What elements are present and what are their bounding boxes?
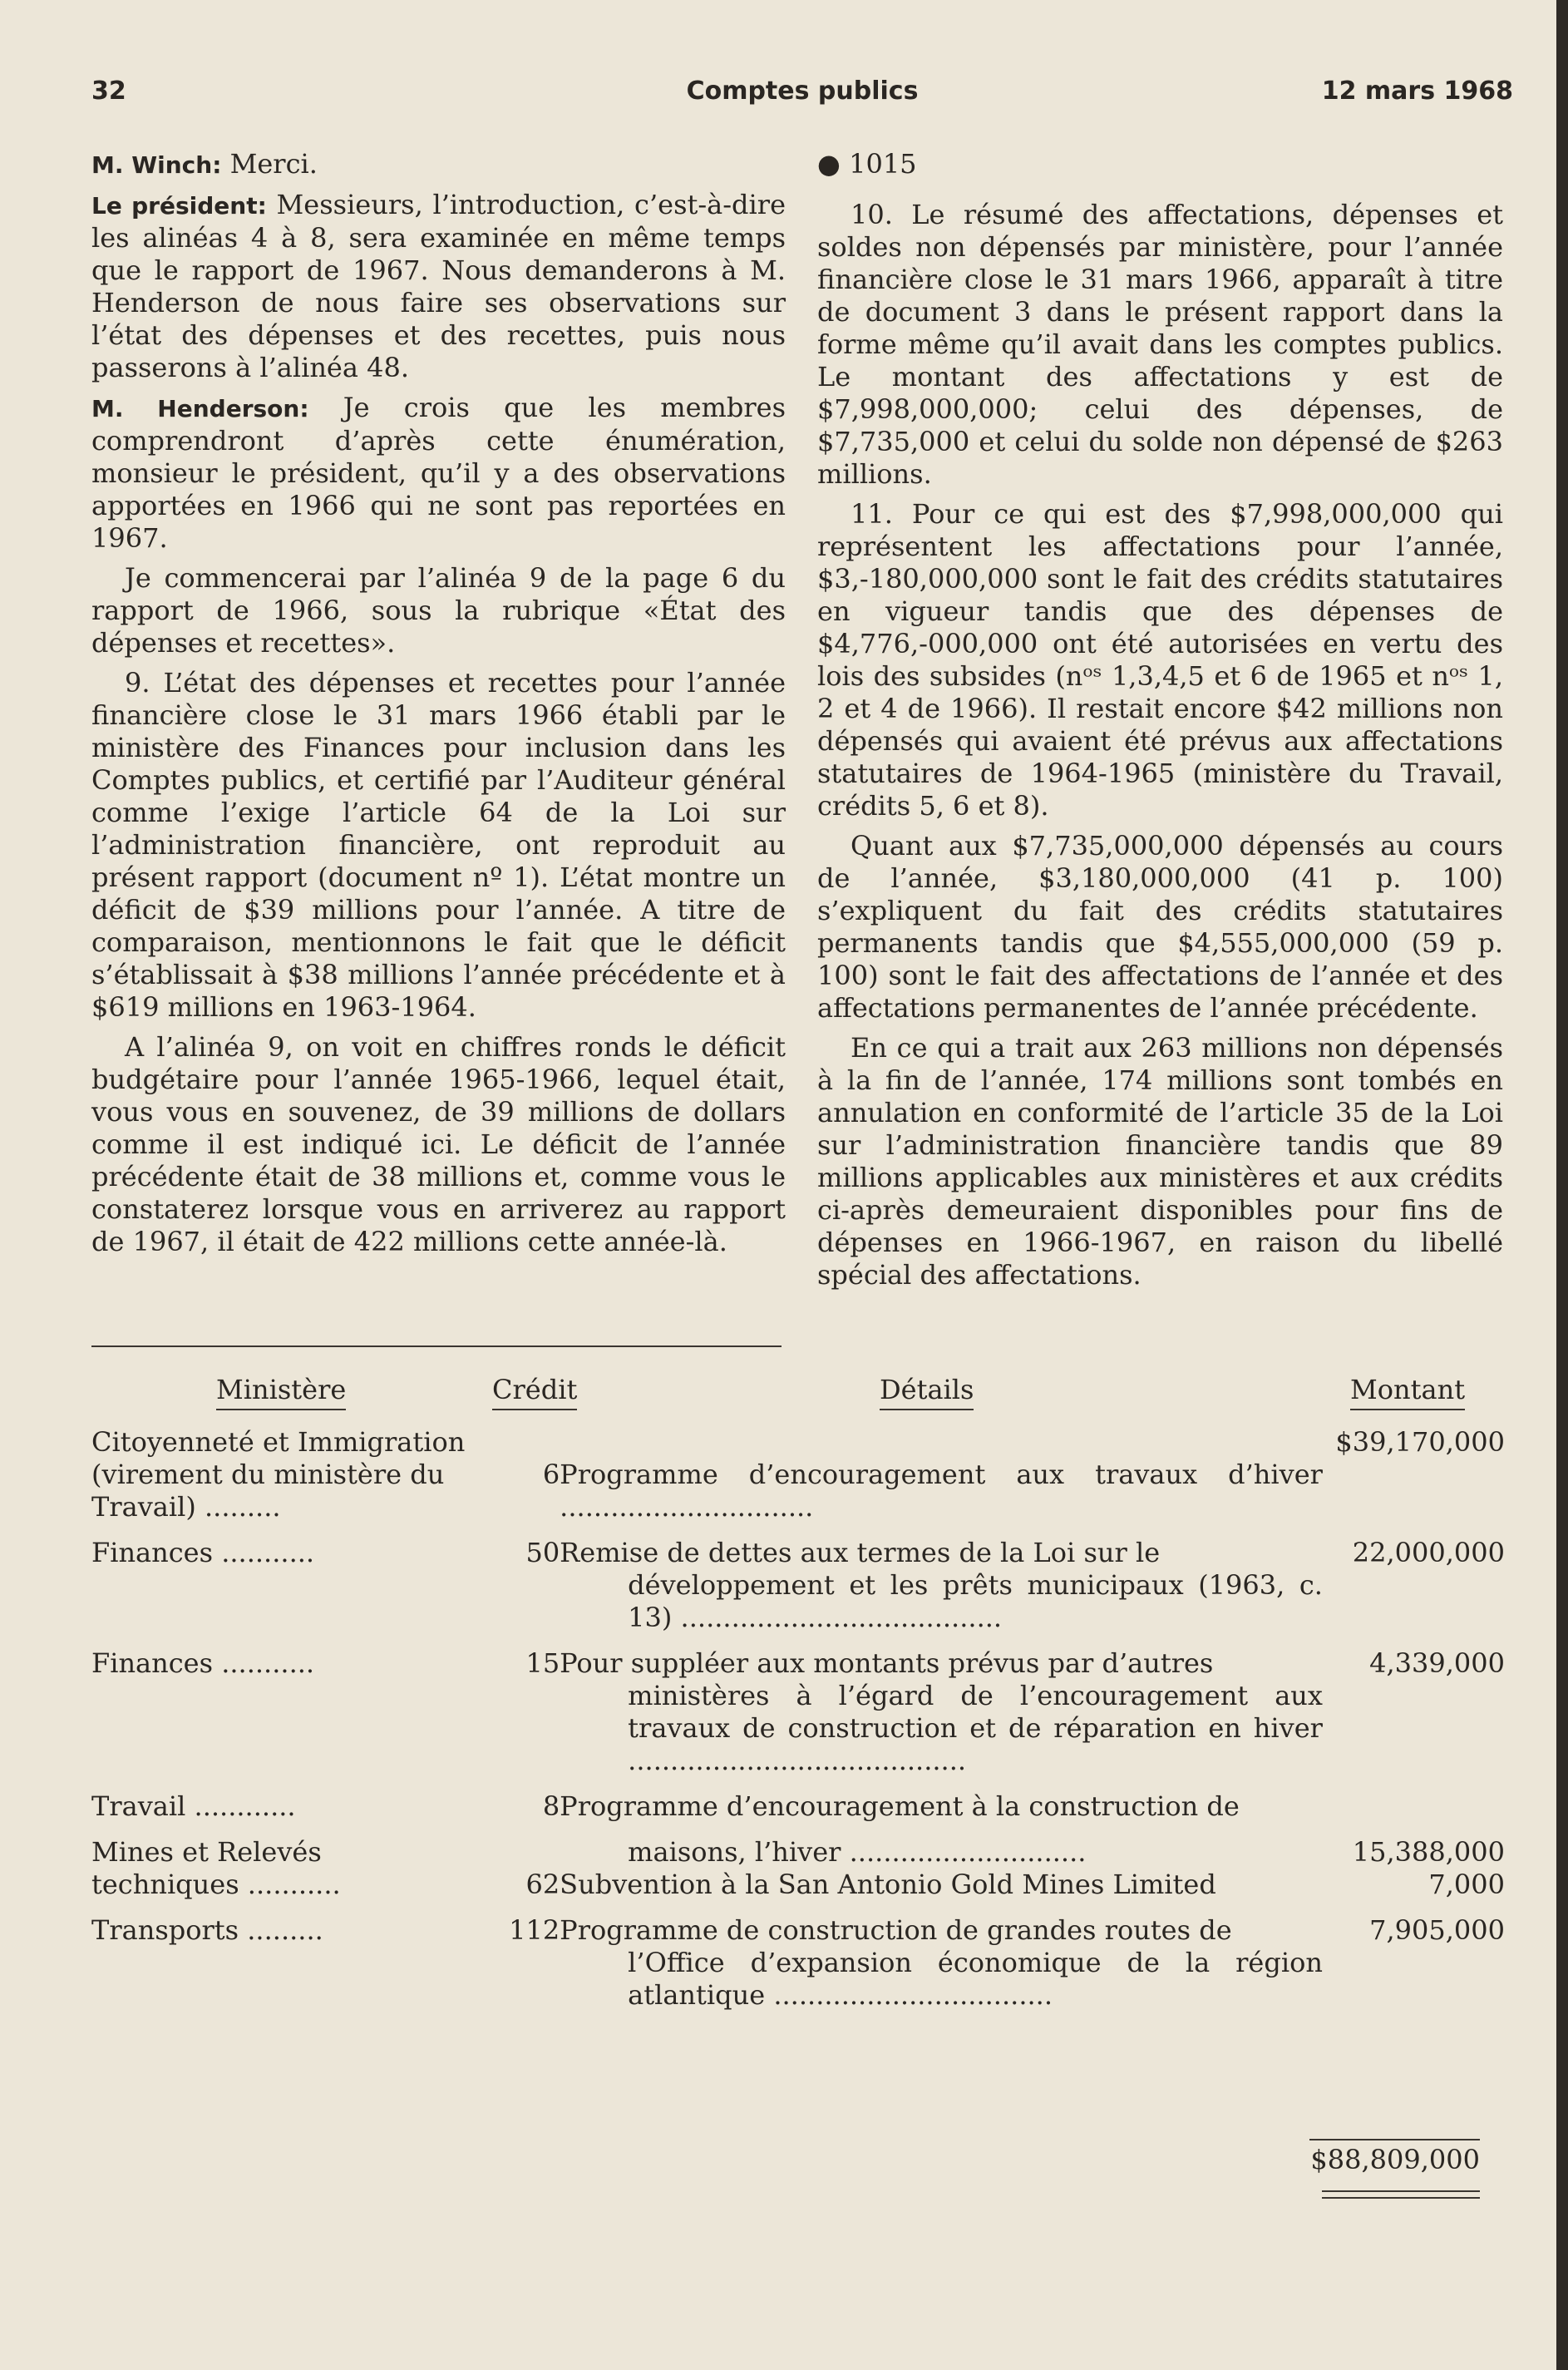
cell-details [560, 1426, 1323, 1523]
page-edge [1556, 0, 1568, 2370]
paragraph-text: Messieurs, l’introduction, c’est-à-dire les alinéas 4 à 8, sera examinée en même temps que le rapport de 1967. Nous demanderons à M. Henderson de nous faire ses observations sur l’état des dépenses et des recettes, puis nous passerons à l’alinéa 48. [91, 189, 786, 383]
cell-details [560, 1537, 1323, 1634]
table-total: $88,809,000 [1309, 2139, 1480, 2176]
details-continuation: ministères à l’égard de l’encouragement aux travaux de construction et de réparation en hiver ........................................ [628, 1680, 1323, 1776]
cell-ministere: Transports ......... [91, 1914, 323, 1946]
cell-ministere: Travail ............ [91, 1790, 296, 1822]
cell-ministere: Finances ........... [91, 1647, 315, 1679]
details-continuation: l’Office d’expansion économique de la région atlantique ................................. [628, 1947, 1323, 2011]
details-continuation: maisons, l’hiver ............................ [628, 1836, 1087, 1868]
cell-details [560, 1647, 1323, 1777]
details-text: Programme de construction de grandes routes de [560, 1914, 1232, 1946]
cell-ministere: Citoyenneté et Immigration (virement du ministère du Travail) ......... [91, 1426, 466, 1523]
cell-ministere: Mines et Relevés techniques ........... [91, 1836, 341, 1900]
header-details: Détails [880, 1374, 974, 1405]
cell-montant: 22,000,000 [1352, 1537, 1505, 1568]
header-date: 12 mars 1968 [1321, 77, 1513, 106]
cell-montant: 7,905,000 [1369, 1914, 1505, 1946]
table-row [91, 1836, 1505, 1901]
speaker-name: M. Winch: [91, 151, 222, 179]
header-montant: Montant [1350, 1374, 1465, 1405]
section-divider [91, 1345, 782, 1347]
header-ministere: Ministère [216, 1374, 346, 1405]
table-row [91, 1426, 1505, 1523]
cell-credit: 8 [542, 1790, 560, 1822]
cell-credit: 112 [509, 1914, 560, 1946]
paragraph [91, 392, 786, 555]
details-text: Remise de dettes aux termes de la Loi sur le [560, 1537, 1161, 1568]
cell-montant [1323, 1790, 1505, 1823]
publication-title: Comptes publics [686, 77, 919, 106]
cell-montant: 4,339,000 [1369, 1647, 1505, 1679]
running-header [91, 77, 1513, 118]
details-text: Subvention à la San Antonio Gold Mines Limited [560, 1869, 1216, 1900]
details-text: Pour suppléer aux montants prévus par d’autres [560, 1647, 1214, 1679]
table-row [91, 1790, 1505, 1823]
paragraph: 9. L’état des dépenses et recettes pour l’année financière close le 31 mars 1966 établi par le ministère des Finances pour inclusion dans les Comptes publics, et certifié par l’Auditeur général comme l’exige l’article 64 de la Loi sur l’administration financière, ont reproduit au présent rapport (document nº 1). L’état montre un déficit de $39 millions pour l’année. A titre de comparaison, mentionnons le fait que le déficit s’établissait à $38 millions l’année précédente et à $619 millions en 1963-1964. [91, 667, 786, 1023]
paragraph: En ce qui a trait aux 263 millions non dépensés à la fin de l’année, 174 millions sont tombés en annulation en conformité de l’article 35 de la Loi sur l’administration financière tandis que 89 millions applicables aux ministères et aux crédits ci-après demeuraient disponibles pour fins de dépenses en 1966-1967, en raison du libellé spécial des affectations. [817, 1032, 1503, 1291]
paragraph [91, 148, 786, 181]
cell-details [560, 1836, 1323, 1901]
details-text: Programme d’encouragement aux travaux d’hiver .............................. [560, 1459, 1323, 1523]
paragraph: 10. Le résumé des affectations, dépenses et soldes non dépensés par ministère, pour l’année financière close le 31 mars 1966, apparaît à titre de document 3 dans le présent rapport dans la forme même qu’il avait dans les comptes publics. Le montant des affectations y est de $7,998,000,000; celui des dépenses, de $7,735,000 et celui du solde non dépensé de $263 millions. [817, 199, 1503, 490]
page-number: 32 [91, 77, 126, 106]
speech-marker: ● 1015 [817, 148, 917, 180]
speaker-name: M. Henderson: [91, 395, 309, 422]
table-row [91, 1647, 1505, 1777]
cell-montant: 15,388,000 7,000 [1352, 1836, 1505, 1900]
table-row [91, 1914, 1505, 2012]
details-continuation: développement et les prêts municipaux (1963, c. 13) ...................................... [628, 1569, 1323, 1633]
cell-credit: 6 [542, 1459, 560, 1490]
paragraph: Quant aux $7,735,000,000 dépensés au cours de l’année, $3,180,000,000 (41 p. 100) s’expliquent du fait des crédits statutaires permanents tandis que $4,555,000,000 (59 p. 100) sont le fait des affectations de l’année et des affectations permanentes de l’année précédente. [817, 830, 1503, 1024]
cell-details [560, 1914, 1323, 2012]
cell-details: Programme d’encouragement à la construction de [560, 1790, 1240, 1822]
cell-credit: 50 [525, 1537, 560, 1568]
paragraph: A l’alinéa 9, on voit en chiffres ronds le déficit budgétaire pour l’année 1965-1966, lequel était, vous vous en souvenez, de 39 millions de dollars comme il est indiqué ici. Le déficit de l’année précédente était de 38 millions et, comme vous le constaterez lorsque vous en arriverez au rapport de 1967, il était de 422 millions cette année-là. [91, 1031, 786, 1257]
right-column [817, 148, 1503, 1299]
paragraph [91, 189, 786, 384]
cell-montant: $39,170,000 [1335, 1426, 1505, 1458]
table-row [91, 1537, 1505, 1634]
paragraph-text: Je crois que les membres comprendront d’après cette énumération, monsieur le président, qu’il y a des observations apportées en 1966 qui ne sont pas reportées en 1967. [91, 392, 786, 554]
cell-credit: 15 [525, 1647, 560, 1679]
cell-credit: 62 [525, 1869, 560, 1900]
paragraph: Je commencerai par l’alinéa 9 de la page 6 du rapport de 1966, sous la rubrique «État des dépenses et recettes». [91, 562, 786, 659]
left-column [91, 148, 786, 1266]
paragraph: 11. Pour ce qui est des $7,998,000,000 qui représentent les affectations pour l’année, $3,-180,000,000 sont le fait des crédits statutaires en vigueur tandis que des dépenses de $4,776,-000,000 ont été autorisées en vertu des lois des subsides (nᵒˢ 1,3,4,5 et 6 de 1965 et nᵒˢ 1, 2 et 4 de 1966). Il restait encore $42 millions non dépensés qui avaient été prévus aux affectations statutaires de 1964-1965 (ministère du Travail, crédits 5, 6 et 8). [817, 498, 1503, 822]
paragraph-text: Merci. [221, 148, 318, 180]
cell-ministere: Finances ........... [91, 1537, 315, 1568]
speaker-name: Le président: [91, 192, 267, 220]
double-underline [1322, 2190, 1480, 2199]
header-credit: Crédit [492, 1374, 577, 1405]
appropriations-table [91, 1426, 1505, 2012]
